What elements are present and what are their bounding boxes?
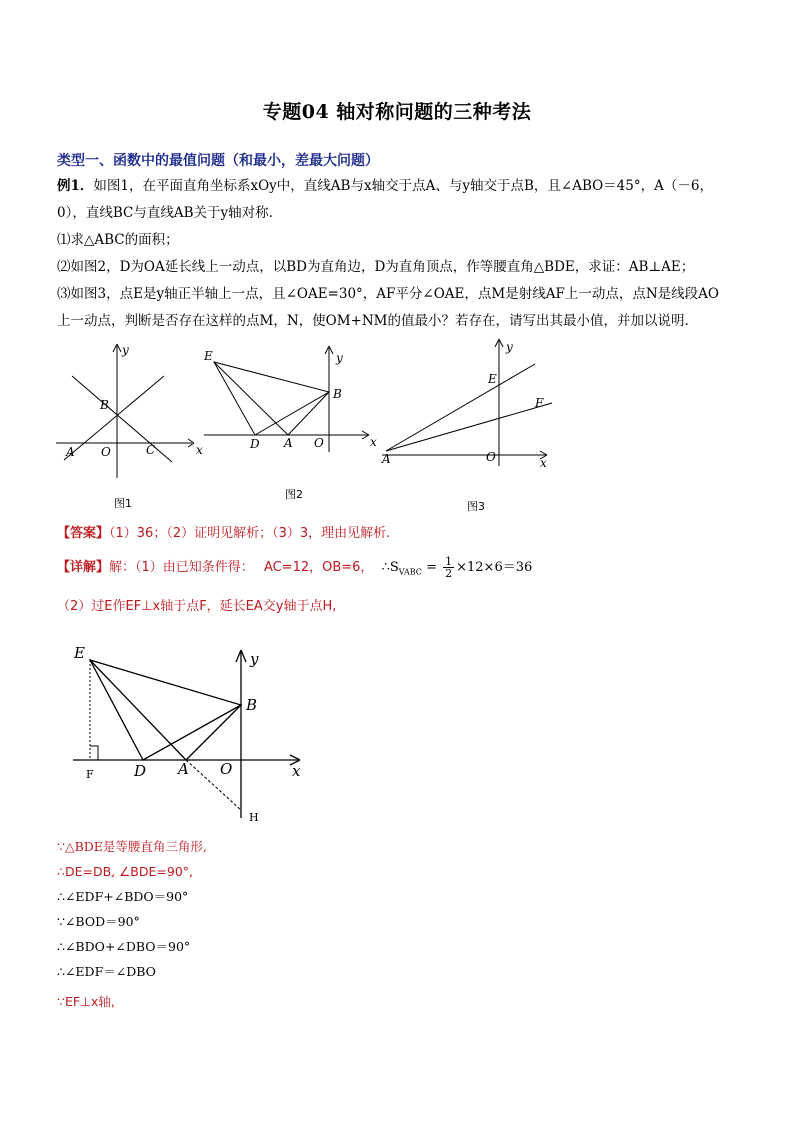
area-prefix: ∴S bbox=[381, 560, 399, 575]
fraction-numerator: 1 bbox=[445, 555, 453, 568]
fig3-ray-af bbox=[386, 403, 552, 451]
figure-1 bbox=[52, 340, 212, 520]
fig2-triangle-bde bbox=[214, 362, 329, 435]
example-label: 例1． bbox=[57, 178, 94, 194]
question-3-line-2: 上一动点，判断是否存在这样的点M，N，使OM+NM的值最小？若存在，请写出其最小值，并加以说明. bbox=[57, 313, 689, 329]
fig2-label-b: B bbox=[333, 387, 342, 401]
fig1-label-a: A bbox=[66, 445, 75, 459]
fig4-label-b: B bbox=[246, 696, 258, 714]
fig4-label-y: y bbox=[250, 650, 259, 668]
example-line-1 bbox=[57, 176, 713, 196]
fig1-label-b: B bbox=[100, 398, 109, 412]
fig4-label-f: F bbox=[86, 768, 94, 781]
example-text-1: 如图1，在平面直角坐标系xOy中，直线AB与x轴交于点A、与y轴交于点B，且∠ABO＝45°，A（－6， bbox=[93, 178, 713, 194]
area-formula bbox=[381, 555, 533, 580]
section-heading: 类型一、函数中的最值问题（和最小，差最大问题） bbox=[57, 153, 379, 169]
fig3-label-f: F bbox=[535, 396, 544, 410]
proof-step-7: ∵EF⊥x轴, bbox=[57, 994, 115, 1009]
fraction-denominator: 2 bbox=[445, 567, 453, 580]
fig2-label-a: A bbox=[284, 436, 293, 450]
figure-3 bbox=[380, 335, 560, 520]
fig4-label-x: x bbox=[292, 762, 301, 780]
fig1-label-o: O bbox=[101, 445, 111, 459]
fig2-label-e: E bbox=[204, 349, 213, 363]
fig2-caption: 图2 bbox=[285, 488, 303, 501]
example-line-2: 0），直线BC与直线AB关于y轴对称. bbox=[57, 205, 273, 221]
fig2-label-o: O bbox=[314, 436, 324, 450]
fig3-label-a: A bbox=[382, 452, 391, 466]
question-1: ⑴求△ABC的面积； bbox=[57, 232, 179, 248]
area-subscript: VABC bbox=[398, 567, 422, 577]
fig3-label-y: y bbox=[506, 340, 513, 354]
fig4-right-angle-mark bbox=[90, 746, 98, 760]
fig3-caption: 图3 bbox=[467, 500, 485, 513]
fig2-label-x: x bbox=[370, 435, 377, 449]
fig3-label-x: x bbox=[540, 456, 547, 470]
fig4-label-o: O bbox=[220, 760, 233, 778]
fig1-caption: 图1 bbox=[114, 497, 132, 510]
detail-tag: 【详解】 bbox=[57, 560, 110, 575]
question-2: ⑵如图2，D为OA延长线上一动点，以BD为直角边，D为直角顶点，作等腰直角△BDE，求证：AB⊥AE； bbox=[57, 259, 695, 275]
answer-tag: 【答案】 bbox=[57, 526, 110, 541]
proof-step-3: ∴∠EDF+∠BDO＝90° bbox=[57, 889, 189, 904]
fig1-label-c: C bbox=[146, 443, 156, 457]
area-equals: = bbox=[426, 560, 437, 575]
fig4-label-h: H bbox=[249, 811, 259, 824]
proof-step-1: ∵△BDE是等腰直角三角形, bbox=[57, 839, 207, 854]
fig1-line-bc bbox=[72, 376, 172, 462]
area-rest: ×12×6＝36 bbox=[456, 560, 533, 575]
figure-2 bbox=[200, 340, 385, 510]
fig3-ray-ae bbox=[386, 364, 535, 451]
fig4-label-d: D bbox=[134, 762, 147, 780]
answer-line bbox=[57, 524, 390, 544]
fig4-label-a: A bbox=[178, 760, 189, 778]
fig1-label-y: y bbox=[122, 343, 129, 357]
fig4-line-ah bbox=[186, 760, 241, 810]
figure-4 bbox=[68, 640, 318, 830]
question-3-line-1: ⑶如图3，点E是y轴正半轴上一点，且∠OAE=30°，AF平分∠OAE，点M是射线AF上一动点，点N是线段AO bbox=[57, 286, 719, 302]
fig1-label-x: x bbox=[196, 443, 203, 457]
answer-text: （1）36；（2）证明见解析；（3）3，理由见解析. bbox=[109, 526, 391, 541]
detail-values: AC=12，OB=6， bbox=[263, 560, 374, 575]
proof-step-2: ∴DE=DB, ∠BDE=90°, bbox=[57, 864, 194, 879]
fig2-label-d: D bbox=[250, 437, 260, 451]
document-title: 专题04 轴对称问题的三种考法 bbox=[262, 101, 532, 123]
fig4-triangle-bde bbox=[90, 660, 241, 760]
proof-step-5: ∴∠BDO+∠DBO＝90° bbox=[57, 939, 191, 954]
fig3-label-o: O bbox=[486, 450, 496, 464]
detail-line bbox=[57, 556, 532, 583]
proof-step-4: ∵∠BOD＝90° bbox=[57, 914, 140, 929]
proof-step-6: ∴∠EDF＝∠DBO bbox=[57, 964, 156, 979]
detail-part-2: （2）过E作EF⊥x轴于点F，延长EA交y轴于点H, bbox=[57, 599, 337, 614]
detail-lead: 解：（1）由已知条件得： bbox=[109, 560, 254, 575]
fig3-label-e: E bbox=[488, 372, 497, 386]
area-fraction bbox=[443, 556, 454, 579]
fig4-label-e: E bbox=[74, 644, 85, 662]
fig2-label-y: y bbox=[336, 351, 343, 365]
